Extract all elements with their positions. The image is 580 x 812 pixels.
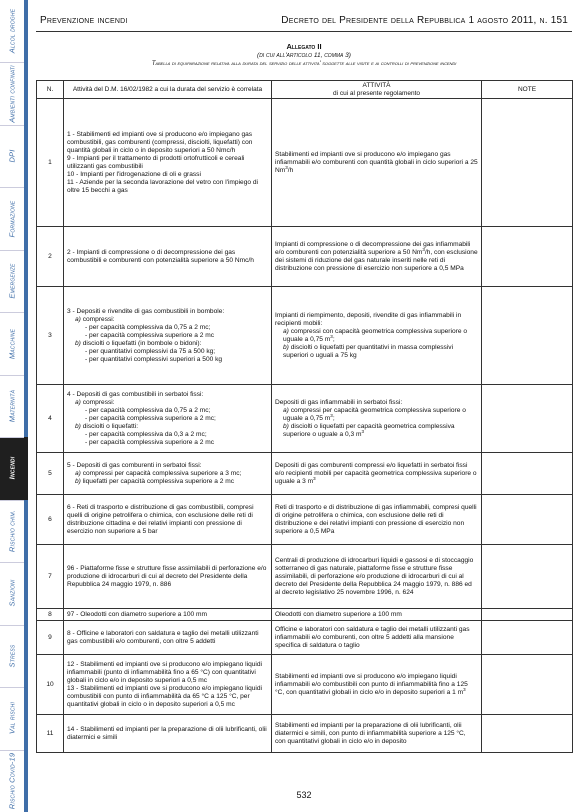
row-number: 8 bbox=[37, 609, 64, 621]
sidebar-item-label: Rischio Covid-19 bbox=[7, 752, 17, 809]
sidebar-item[interactable] bbox=[0, 562, 28, 624]
new-activity-cell bbox=[272, 453, 482, 495]
old-activity-line: 12 - Stabilimenti ed impianti ove si producono e/o impiegano liquidi infiammabili (punto di infiammabilità fino a 65 °C) con quantitativi globali in ciclo e/o in deposito superiori a 0,5 mc bbox=[67, 660, 262, 684]
sidebar-divider bbox=[0, 62, 24, 63]
row-number: 9 bbox=[37, 621, 64, 655]
note-cell bbox=[482, 495, 573, 545]
new-activity-cell bbox=[272, 227, 482, 287]
sidebar-item[interactable] bbox=[0, 0, 28, 62]
old-activity-cell bbox=[64, 453, 272, 495]
table-row bbox=[37, 287, 573, 385]
old-activity-line: 1 - Stabilimenti ed impianti ove si producono e/o impiegano gas combustibili, gas comburenti (compressi, disciolti, liquefatti) con quantità globali in ciclo o in deposito superiori a 50 Nmc/h bbox=[67, 130, 253, 154]
table-row bbox=[37, 621, 573, 655]
annex-description: Tabella di equiparazione relativa alla durata del servizio delle attivita' soggette alle visite e ai controlli di prevenzione incendi bbox=[151, 60, 457, 67]
header-new-activity-subtitle: di cui al presente regolamento bbox=[332, 89, 421, 97]
sidebar-item-label: DPI bbox=[7, 149, 17, 163]
new-activity-line: b) disciolti o liquefatti per quantitativi in massa complessivi superiori o uguali a 75 kg bbox=[283, 343, 454, 359]
annex-subtitle: (di cui all'articolo 11, comma 3) bbox=[257, 52, 351, 59]
table-row bbox=[37, 453, 573, 495]
header-section-title: Prevenzione incendi bbox=[40, 15, 128, 26]
new-activity-line: Impianti di riempimento, depositi, rivendite di gas infiammabili in recipienti mobili: bbox=[275, 311, 462, 327]
note-cell bbox=[482, 609, 573, 621]
new-activity-cell bbox=[272, 287, 482, 385]
old-activity-line: - per quantitativi complessivi superiori a 500 kg bbox=[85, 355, 223, 363]
new-activity-line: Stabilimenti ed impianti per la preparazione di olii lubrificanti, olii diatermici e simili, con punto di infiammabilità superiore a 125 °C, con quantitativi globali in ciclo e/o in deposito bbox=[275, 721, 466, 745]
note-cell bbox=[482, 385, 573, 453]
table-row bbox=[37, 609, 573, 621]
header-new-activity-title: ATTIVITÀ bbox=[362, 82, 391, 89]
sidebar-divider bbox=[0, 437, 24, 438]
header-decree-title: Decreto del Presidente della Repubblica 1 agosto 2011, n. 151 bbox=[281, 15, 568, 26]
row-number: 11 bbox=[37, 715, 64, 753]
sidebar-item-label: Emergenze bbox=[7, 263, 17, 299]
old-activity-cell bbox=[64, 495, 272, 545]
old-activity-line: 4 - Depositi di gas combustibili in serbatoi fissi: bbox=[67, 390, 204, 398]
annex-title: Allegato II bbox=[286, 42, 322, 51]
sidebar-divider bbox=[0, 750, 24, 751]
old-activity-line: b) disciolti o liquefatti: bbox=[75, 422, 139, 430]
old-activity-line: - per capacità complessiva da 0,3 a 2 mc; bbox=[85, 430, 207, 438]
sidebar-item[interactable] bbox=[0, 250, 28, 312]
old-activity-cell bbox=[64, 609, 272, 621]
sidebar-item[interactable] bbox=[0, 687, 28, 749]
row-number: 3 bbox=[37, 287, 64, 385]
old-activity-line: - per capacità complessiva superiore a 2 mc bbox=[85, 438, 214, 446]
sidebar-divider bbox=[0, 187, 24, 188]
sidebar-item-label: Rischio chim. bbox=[7, 509, 17, 552]
old-activity-cell bbox=[64, 385, 272, 453]
new-activity-line: Stabilimenti ed impianti ove si producono e/o impiegano liquidi infiammabili e/o combustibili con punto di infiammabilità fino a 125 °C, con quantitativi globali in ciclo e/o in deposito superiori a 1 $m^3$ bbox=[275, 672, 468, 696]
old-activity-line: - per capacità complessiva superiore a 2 mc bbox=[85, 331, 214, 339]
row-number: 1 bbox=[37, 99, 64, 227]
new-activity-cell bbox=[272, 99, 482, 227]
sidebar-item-label: Val rischi bbox=[7, 702, 17, 735]
header-n: N. bbox=[37, 81, 64, 99]
old-activity-cell bbox=[64, 655, 272, 715]
new-activity-line: b) disciolti o liquefatti per capacità geometrica complessiva superiore o uguale a 0,3 $m^3$ bbox=[283, 422, 455, 438]
header-new-activity bbox=[272, 81, 482, 99]
old-activity-cell bbox=[64, 545, 272, 609]
old-activity-line: a) compressi: bbox=[75, 315, 115, 323]
row-number: 7 bbox=[37, 545, 64, 609]
new-activity-line: Reti di trasporto e di distribuzione di gas infiammabili, compresi quelli di origine petrolifera o chimica, con esclusione delle reti di distribuzione e dei relativi impianti con pressione di esercizio non superiore a 0,5 MPa bbox=[275, 503, 477, 535]
sidebar-divider bbox=[0, 687, 24, 688]
new-activity-line: Impianti di compressione o di decompressione dei gas infiammabili e/o comburenti con potenzialità superiore a 50 Nm$^3$/h, con esclusione dei sistemi di riduzione del gas naturale inseriti nelle reti di distribuzione con pressione di esercizio non superiore a 0,5 MPa bbox=[275, 240, 478, 272]
old-activity-line: 97 - Oleodotti con diametro superiore a 100 mm bbox=[67, 610, 208, 618]
note-cell bbox=[482, 453, 573, 495]
row-number: 2 bbox=[37, 227, 64, 287]
old-activity-line: b) liquefatti per capacità complessiva superiore a 2 mc bbox=[75, 477, 235, 485]
new-activity-cell bbox=[272, 545, 482, 609]
old-activity-cell bbox=[64, 287, 272, 385]
old-activity-line: 14 - Stabilimenti ed impianti per la preparazione di olii lubrificanti, olii diatermici e simili bbox=[67, 725, 267, 741]
new-activity-line: Depositi di gas comburenti compressi e/o liquefatti in serbatoi fissi e/o recipienti mobili per capacità geometrica complessiva superiore o uguale a 3 $m^3$ bbox=[275, 461, 477, 485]
sidebar-item-label: Formazione bbox=[7, 200, 17, 238]
new-activity-cell bbox=[272, 495, 482, 545]
sidebar-divider bbox=[0, 125, 24, 126]
new-activity-line: Oleodotti con diametro superiore a 100 mm bbox=[275, 610, 402, 618]
table-row bbox=[37, 545, 573, 609]
note-cell bbox=[482, 545, 573, 609]
sidebar-item-label: Incendi bbox=[7, 457, 17, 480]
old-activity-line: 13 - Stabilimenti ed impianti ove si producono e/o impiegano liquidi combustibili con punto di infiammabilità da 65 °C a 125 °C, per quantitativi globali in ciclo o in deposito superiori a 0,5 mc bbox=[67, 684, 262, 708]
new-activity-cell bbox=[272, 621, 482, 655]
table-row bbox=[37, 227, 573, 287]
sidebar-divider bbox=[0, 625, 24, 626]
sidebar-item[interactable] bbox=[0, 62, 28, 124]
new-activity-line: Stabilimenti ed impianti ove si producono e/o impiegano gas infiammabili e/o comburenti con quantità globali in ciclo superiori a 25 Nm$^3$/h bbox=[275, 150, 478, 174]
old-activity-line: 2 - Impianti di compressione o di decompressione dei gas combustibili e comburenti con potenzialità superiore a 50 Nmc/h bbox=[67, 248, 254, 264]
old-activity-line: - per capacità complessiva superiore a 2 mc; bbox=[85, 414, 216, 422]
row-number: 4 bbox=[37, 385, 64, 453]
old-activity-line: - per capacità complessiva da 0,75 a 2 mc; bbox=[85, 406, 211, 414]
table-row bbox=[37, 99, 573, 227]
page-header bbox=[36, 10, 572, 32]
old-activity-cell bbox=[64, 227, 272, 287]
annex-title-block bbox=[36, 42, 572, 67]
old-activity-line: 11 - Aziende per la seconda lavorazione del vetro con l'impiego di oltre 15 becchi a gas bbox=[67, 178, 259, 194]
note-cell bbox=[482, 227, 573, 287]
old-activity-line: b) disciolti o liquefatti (in bombole o bidoni): bbox=[75, 339, 202, 347]
sidebar-divider bbox=[0, 500, 24, 501]
old-activity-line: 6 - Reti di trasporto e distribuzione di gas combustibili, compresi quelli di origine petrolifera o chimica, con esclusione delle reti di distribuzione cittadina e dei relativi impianti con pressione di esercizio non superiore a 5 bar bbox=[67, 503, 254, 535]
sidebar-item[interactable] bbox=[0, 312, 28, 374]
note-cell bbox=[482, 715, 573, 753]
new-activity-cell bbox=[272, 385, 482, 453]
sidebar-item-label: Stress bbox=[7, 644, 17, 668]
sidebar-item[interactable] bbox=[0, 125, 28, 187]
page-number: 532 bbox=[296, 790, 312, 800]
table-row bbox=[37, 715, 573, 753]
new-activity-cell bbox=[272, 609, 482, 621]
old-activity-line: 10 - Impianti per l'idrogenazione di oli e grassi bbox=[67, 170, 201, 178]
new-activity-line: Centrali di produzione di idrocarburi liquidi e gassosi e di stoccaggio sotterraneo di gas naturale, piattaforme fisse e strutture fisse assimilabili, di perforazione e/o produzione di idrocarburi di cui al decreto del Presidente della Repubblica 24 maggio 1979, n. 886 ed al decreto legislativo 25 novembre 1996, n. 624 bbox=[275, 556, 474, 596]
sidebar-item-label: Macchine bbox=[7, 328, 17, 359]
old-activity-line: 96 - Piattaforme fisse e strutture fisse assimilabili di perforazione e/o produzione di idrocarburi di cui al decreto del Presidente della Repubblica 24 maggio 1979, n. 886 bbox=[67, 564, 267, 588]
table-header-row bbox=[37, 81, 573, 99]
sidebar-item-label: Ambienti confinati bbox=[7, 64, 17, 123]
old-activity-line: - per quantitativi complessivi da 75 a 500 kg; bbox=[85, 347, 216, 355]
old-activity-line: - per capacità complessiva da 0,75 a 2 mc; bbox=[85, 323, 211, 331]
header-old-activity: Attività del D.M. 16/02/1982 a cui la durata del servizio è correlata bbox=[64, 81, 272, 99]
old-activity-line: a) compressi per capacità complessiva superiore a 3 mc; bbox=[75, 469, 242, 477]
sidebar-divider bbox=[0, 562, 24, 563]
new-activity-line: Officine e laboratori con saldatura e taglio dei metalli utilizzanti gas infiammabili e/o comburenti, con oltre 5 addetti alla mansione specifica di saldatura o taglio bbox=[275, 625, 470, 649]
old-activity-cell bbox=[64, 621, 272, 655]
sidebar-item[interactable] bbox=[0, 500, 28, 562]
old-activity-line: 3 - Depositi e rivendite di gas combustibili in bombole: bbox=[67, 307, 225, 315]
sidebar-item-label: Alcol droghe bbox=[7, 8, 17, 54]
note-cell bbox=[482, 655, 573, 715]
new-activity-line: a) compressi con capacità geometrica complessiva superiore o uguale a 0,75 $m^3$; bbox=[283, 327, 467, 343]
equivalence-table bbox=[36, 80, 573, 753]
note-cell bbox=[482, 287, 573, 385]
old-activity-line: 8 - Officine e laboratori con saldatura e taglio dei metalli utilizzanti gas combustibili e/o comburenti, con oltre 5 addetti bbox=[67, 629, 259, 645]
new-activity-line: a) compressi per capacità geometrica complessiva superiore o uguale a 0,75 $m^3$; bbox=[283, 406, 466, 422]
sidebar-item-label: Sanzioni bbox=[7, 579, 17, 607]
new-activity-line: Depositi di gas infiammabili in serbatoi fissi: bbox=[275, 398, 403, 406]
row-number: 5 bbox=[37, 453, 64, 495]
sidebar-item[interactable] bbox=[0, 625, 28, 687]
note-cell bbox=[482, 621, 573, 655]
header-note: NOTE bbox=[482, 81, 573, 99]
old-activity-cell bbox=[64, 715, 272, 753]
sidebar-item[interactable] bbox=[0, 437, 28, 499]
table-row bbox=[37, 655, 573, 715]
table-row bbox=[37, 495, 573, 545]
old-activity-line: 5 - Depositi di gas comburenti in serbatoi fissi: bbox=[67, 461, 202, 469]
sidebar-divider bbox=[0, 312, 24, 313]
sidebar-divider bbox=[0, 250, 24, 251]
sidebar-nav bbox=[0, 0, 28, 812]
new-activity-cell bbox=[272, 715, 482, 753]
note-cell bbox=[482, 99, 573, 227]
sidebar-item[interactable] bbox=[0, 187, 28, 249]
new-activity-cell bbox=[272, 655, 482, 715]
sidebar-item-label: Maternità bbox=[7, 389, 17, 423]
old-activity-cell bbox=[64, 99, 272, 227]
sidebar-item[interactable] bbox=[0, 750, 28, 812]
row-number: 10 bbox=[37, 655, 64, 715]
old-activity-line: 9 - Impianti per il trattamento di prodotti ortofrutticoli e cereali utilizzanti gas combustibili bbox=[67, 154, 245, 170]
sidebar-divider bbox=[0, 375, 24, 376]
old-activity-line: a) compressi: bbox=[75, 398, 115, 406]
sidebar-item[interactable] bbox=[0, 375, 28, 437]
table-row bbox=[37, 385, 573, 453]
row-number: 6 bbox=[37, 495, 64, 545]
